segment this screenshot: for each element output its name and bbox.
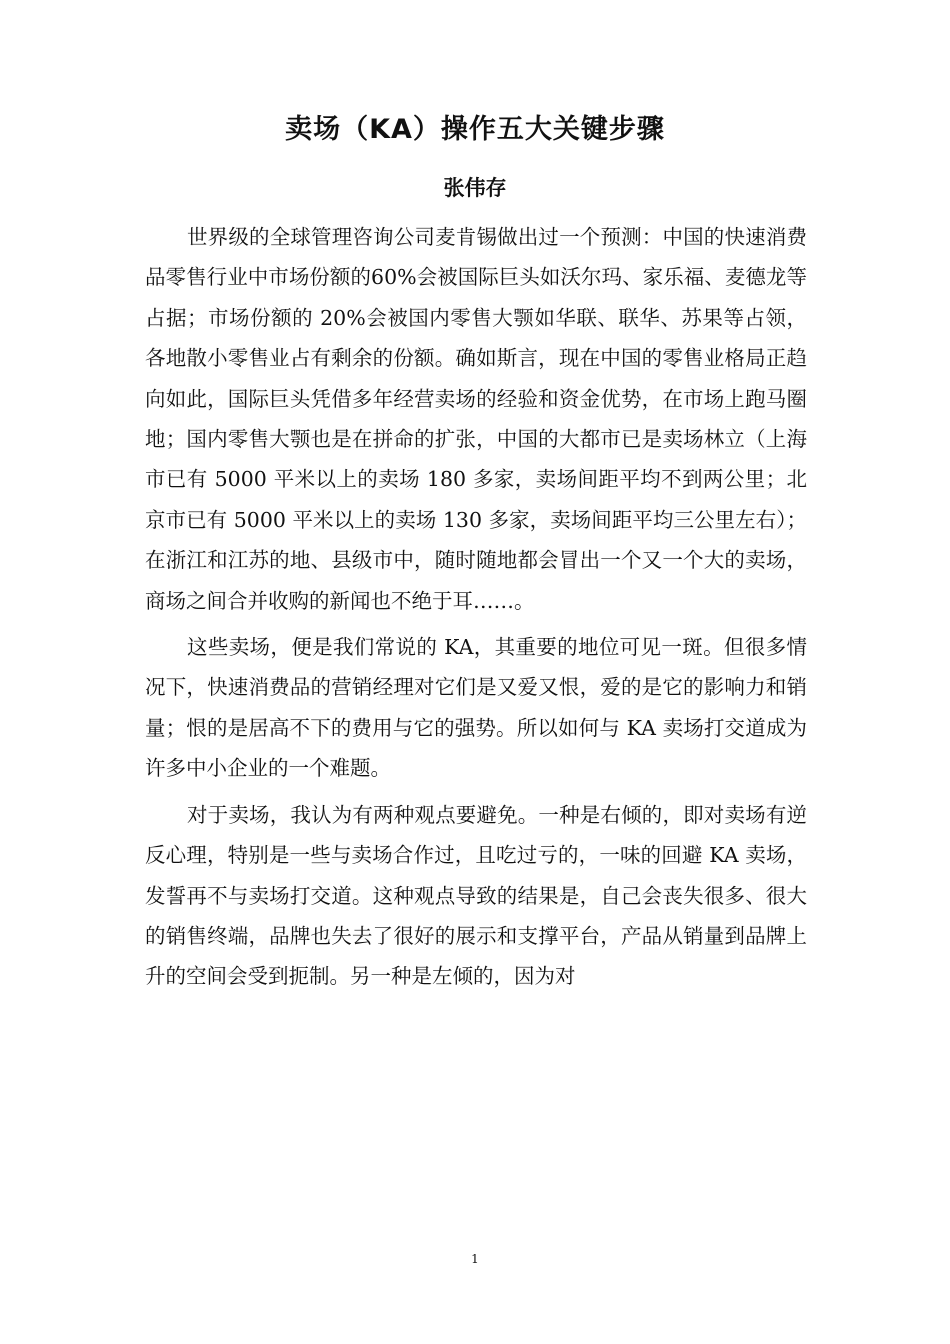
paragraph-1: 世界级的全球管理咨询公司麦肯锡做出过一个预测：中国的快速消费品零售行业中市场份额的60%会被国际巨头如沃尔玛、家乐福、麦德龙等占据；市场份额的 20%会被国内零售大颚如华联、联华、苏果等占领，各地散小零售业占有剩余的份额。确如斯言，现在中国的零售业格局正趋向如此，国际巨头凭借多年经营卖场的经验和资金优势，在市场上跑马圈地；国内零售大颚也是在拼命的扩张，中国的大都市已是卖场林立（上海市已有 5000 平米以上的卖场 180 多家，卖场间距平均不到两公里；北京市已有 5000 平米以上的卖场 130 多家，卖场间距平均三公里左右）；在浙江和江苏的地、县级市中，随时随地都会冒出一个又一个大的卖场，商场之间合并收购的新闻也不绝于耳……。 (145, 225, 807, 613)
author-name: 张伟存 (443, 176, 507, 200)
paragraph-2: 这些卖场，便是我们常说的 KA，其重要的地位可见一斑。但很多情况下，快速消费品的营销经理对它们是又爱又恨，爱的是它的影响力和销量；恨的是居高不下的费用与它的强势。所以如何与 KA 卖场打交道成为许多中小企业的一个难题。 (145, 635, 807, 781)
document-body (145, 217, 807, 1003)
document-title: 卖场（KA）操作五大关键步骤 (285, 114, 665, 145)
page-number: 1 (471, 1252, 479, 1266)
paragraph-3: 对于卖场，我认为有两种观点要避免。一种是右倾的，即对卖场有逆反心理，特别是一些与卖场合作过，且吃过亏的，一味的回避 KA 卖场，发誓再不与卖场打交道。这种观点导致的结果是，自己会丧失很多、很大的销售终端，品牌也失去了很好的展示和支撑平台，产品从销量到品牌上升的空间会受到扼制。另一种是左倾的，因为对 (145, 802, 807, 989)
